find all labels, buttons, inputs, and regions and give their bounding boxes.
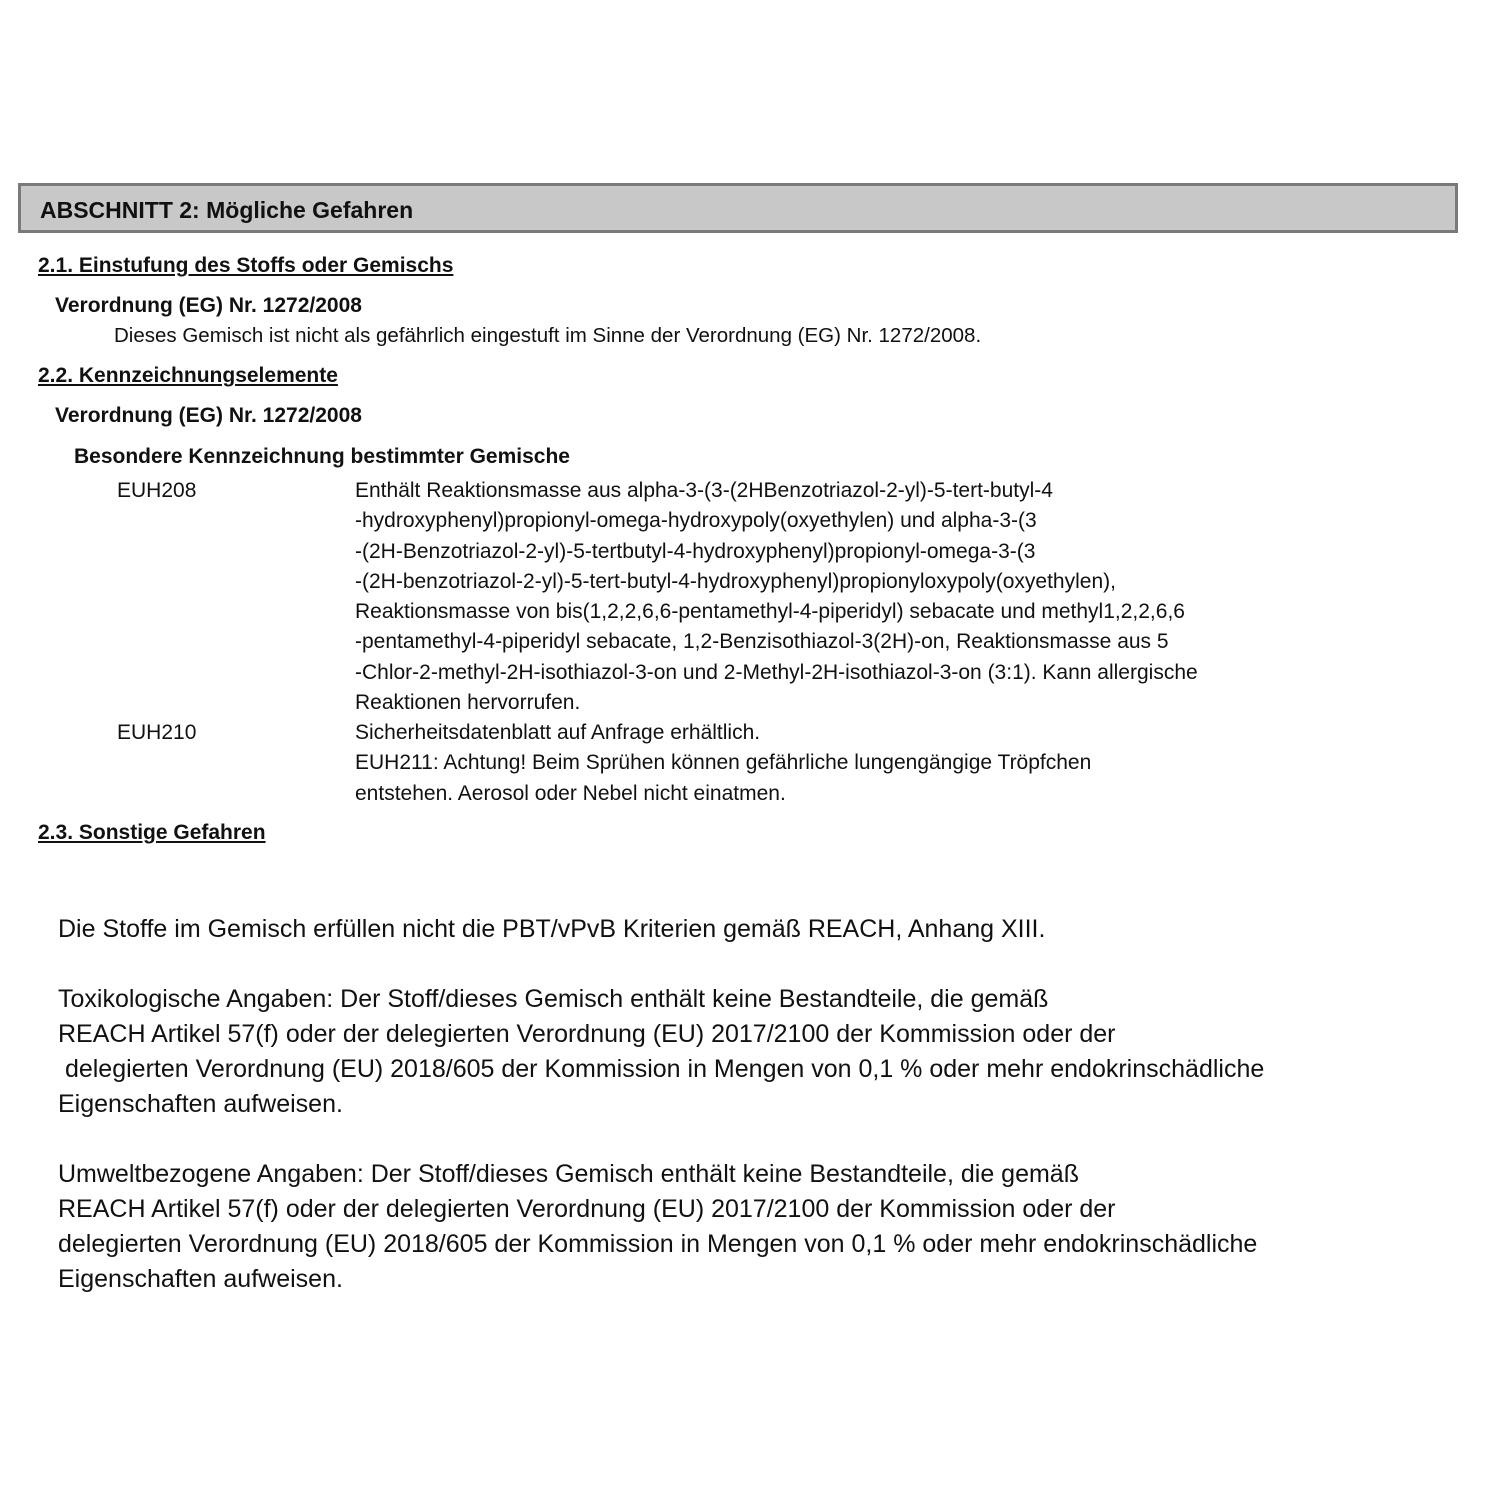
text-line: delegierten Verordnung (EU) 2018/605 der Kommission in Mengen von 0,1 % oder mehr endokrinschädliche xyxy=(58,1055,1265,1083)
hazard-text-euh210 xyxy=(355,718,1091,809)
hazard-text-euh208 xyxy=(355,476,1198,718)
text-line: delegierten Verordnung (EU) 2018/605 der Kommission in Mengen von 0,1 % oder mehr endokrinschädliche xyxy=(58,1230,1258,1258)
heading-2-1: 2.1. Einstufung des Stoffs oder Gemischs xyxy=(38,254,454,277)
hazard-code-euh210: EUH210 xyxy=(117,721,197,744)
text-line: REACH Artikel 57(f) oder der delegierten Verordnung (EU) 2017/2100 der Kommission oder der xyxy=(58,1020,1116,1048)
text-line: -(2H-benzotriazol-2-yl)-5-tert-butyl-4-hydroxyphenyl)propionyloxypoly(oxyethylen), xyxy=(355,569,1116,593)
text-line: EUH211: Achtung! Beim Sprühen können gefährliche lungengängige Tröpfchen xyxy=(355,751,1092,775)
text-line: entstehen. Aerosol oder Nebel nicht einatmen. xyxy=(355,781,786,805)
text-line: Eigenschaften aufweisen. xyxy=(58,1265,343,1293)
section-title: ABSCHNITT 2: Mögliche Gefahren xyxy=(40,197,414,223)
text-line: -pentamethyl-4-piperidyl sebacate, 1,2-Benzisothiazol-3(2H)-on, Reaktionsmasse aus 5 xyxy=(355,630,1169,654)
heading-2-3: 2.3. Sonstige Gefahren xyxy=(38,821,266,844)
text-line: Reaktionen hervorrufen. xyxy=(355,690,581,714)
heading-2-2: 2.2. Kennzeichnungselemente xyxy=(38,364,338,387)
text-line: -(2H-Benzotriazol-2-yl)-5-tertbutyl-4-hydroxyphenyl)propionyl-omega-3-(3 xyxy=(355,539,1036,563)
toxicological-info xyxy=(58,982,1264,1122)
text-line: Eigenschaften aufweisen. xyxy=(58,1090,343,1118)
regulation-label-2-2: Verordnung (EG) Nr. 1272/2008 xyxy=(55,404,362,427)
text-line: -Chlor-2-methyl-2H-isothiazol-3-on und 2-Methyl-2H-isothiazol-3-on (3:1). Kann allergische xyxy=(355,660,1198,684)
text-line: Reaktionsmasse von bis(1,2,2,6,6-pentamethyl-4-piperidyl) sebacate und methyl1,2,2,6,6 xyxy=(355,600,1185,623)
text-line: Sicherheitsdatenblatt auf Anfrage erhältlich. xyxy=(355,721,761,744)
environmental-info xyxy=(58,1157,1257,1297)
text-line: Enthält Reaktionsmasse aus alpha-3-(3-(2HBenzotriazol-2-yl)-5-tert-butyl-4 xyxy=(355,479,1053,502)
classification-text: Dieses Gemisch ist nicht als gefährlich eingestuft im Sinne der Verordnung (EG) Nr. 1272/2008. xyxy=(114,324,982,347)
text-line: REACH Artikel 57(f) oder der delegierten Verordnung (EU) 2017/2100 der Kommission oder der xyxy=(58,1195,1116,1223)
hazard-code-euh208: EUH208 xyxy=(117,479,197,502)
text-line: Umweltbezogene Angaben: Der Stoff/dieses Gemisch enthält keine Bestandteile, die gemäß xyxy=(58,1160,1079,1188)
special-labelling-heading: Besondere Kennzeichnung bestimmter Gemische xyxy=(74,445,570,468)
section-header-bar xyxy=(18,183,1458,233)
pbt-statement: Die Stoffe im Gemisch erfüllen nicht die PBT/vPvB Kriterien gemäß REACH, Anhang XIII. xyxy=(58,915,1046,943)
text-line: -hydroxyphenyl)propionyl-omega-hydroxypoly(oxyethylen) und alpha-3-(3 xyxy=(355,509,1037,533)
text-line: Toxikologische Angaben: Der Stoff/dieses Gemisch enthält keine Bestandteile, die gemäß xyxy=(58,985,1049,1013)
regulation-label-2-1: Verordnung (EG) Nr. 1272/2008 xyxy=(55,294,362,317)
